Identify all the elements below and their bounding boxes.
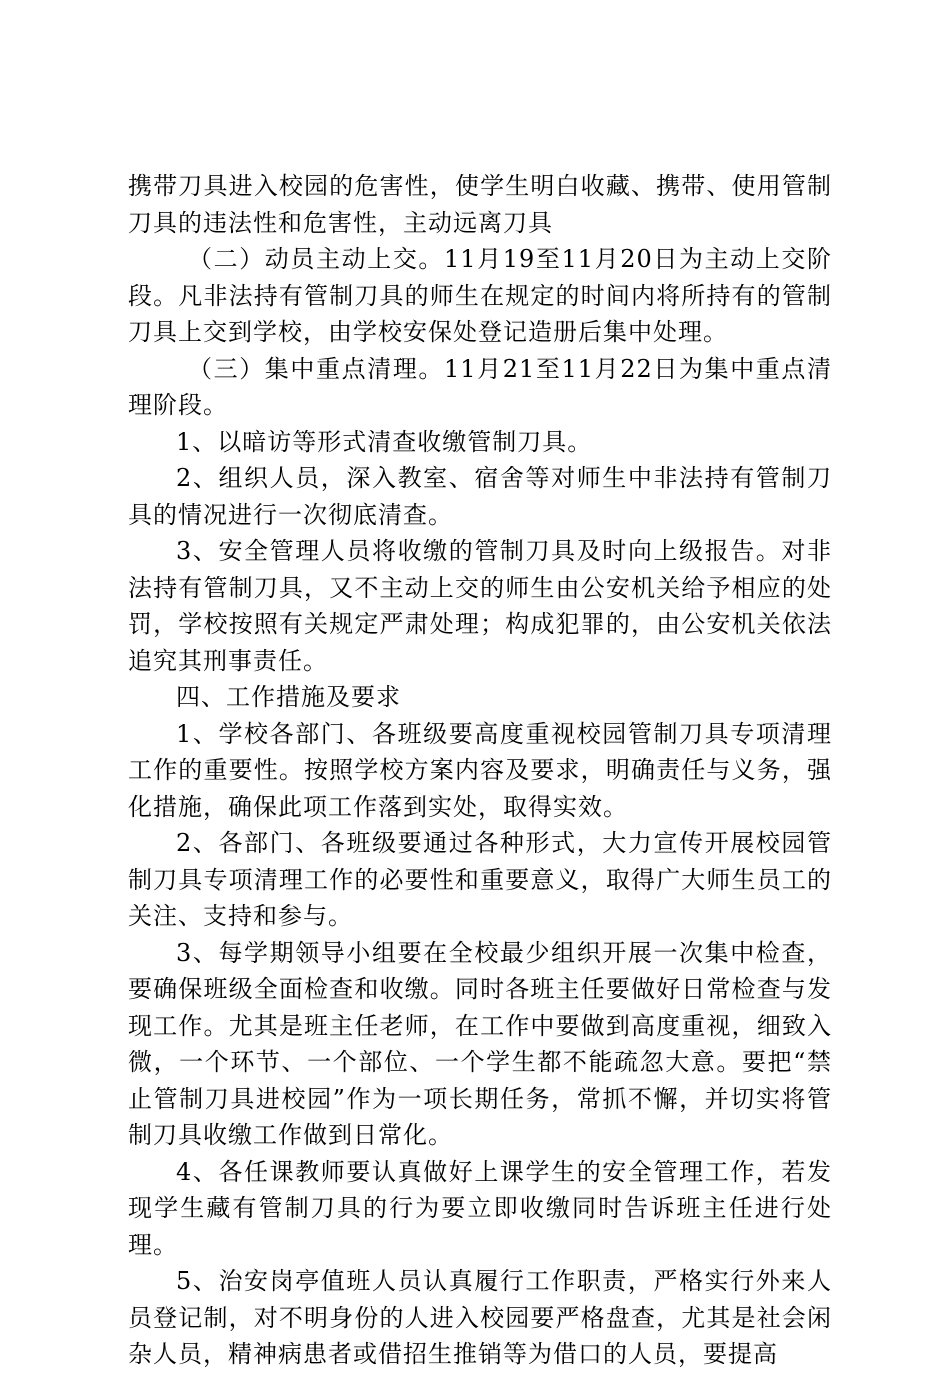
paragraph-measure-1: 1、学校各部门、各班级要高度重视校园管制刀具专项清理工作的重要性。按照学校方案内容及要求，明确责任与义务，强化措施，确保此项工作落到实处，取得实效。	[128, 719, 832, 821]
paragraph-measure-3: 3、每学期领导小组要在全校最少组织开展一次集中检查，要确保班级全面检查和收缴。同时各班主任要做好日常检查与发现工作。尤其是班主任老师，在工作中要做到高度重视，细致入微，一个环节、一个部位、一个学生都不能疏忽大意。要把“禁止管制刀具进校园”作为一项长期任务，常抓不懈，并切实将管制刀具收缴工作做到日常化。	[128, 938, 832, 1149]
paragraph-measure-4: 4、各任课教师要认真做好上课学生的安全管理工作，若发现学生藏有管制刀具的行为要立即收缴同时告诉班主任进行处理。	[128, 1157, 832, 1259]
paragraph-section-2: （二）动员主动上交。11月19至11月20日为主动上交阶段。凡非法持有管制刀具的师生在规定的时间内将所持有的管制刀具上交到学校，由学校安保处登记造册后集中处理。	[128, 245, 832, 346]
paragraph-item-1: 1、以暗访等形式清查收缴管制刀具。	[176, 427, 593, 456]
section-heading-4: 四、工作措施及要求	[176, 683, 401, 711]
paragraph-section-3: （三）集中重点清理。11月21至11月22日为集中重点清理阶段。	[128, 354, 832, 419]
document-body	[128, 168, 832, 1373]
paragraph-measure-2: 2、各部门、各班级要通过各种形式，大力宣传开展校园管制刀具专项清理工作的必要性和重要意义，取得广大师生员工的关注、支持和参与。	[128, 829, 832, 930]
paragraph-item-2: 2、组织人员，深入教室、宿舍等对师生中非法持有管制刀具的情况进行一次彻底清查。	[128, 464, 832, 529]
paragraph-measure-5: 5、治安岗亭值班人员认真履行工作职责，严格实行外来人员登记制，对不明身份的人进入校园要严格盘查，尤其是社会闲杂人员，精神病患者或借招生推销等为借口的人员，要提高	[128, 1267, 832, 1368]
paragraph-continuation: 携带刀具进入校园的危害性，使学生明白收藏、携带、使用管制刀具的违法性和危害性，主动远离刀具	[128, 172, 832, 237]
paragraph-item-3: 3、安全管理人员将收缴的管制刀具及时向上级报告。对非法持有管制刀具，又不主动上交的师生由公安机关给予相应的处罚，学校按照有关规定严肃处理；构成犯罪的，由公安机关依法追究其刑事责任。	[128, 537, 832, 675]
